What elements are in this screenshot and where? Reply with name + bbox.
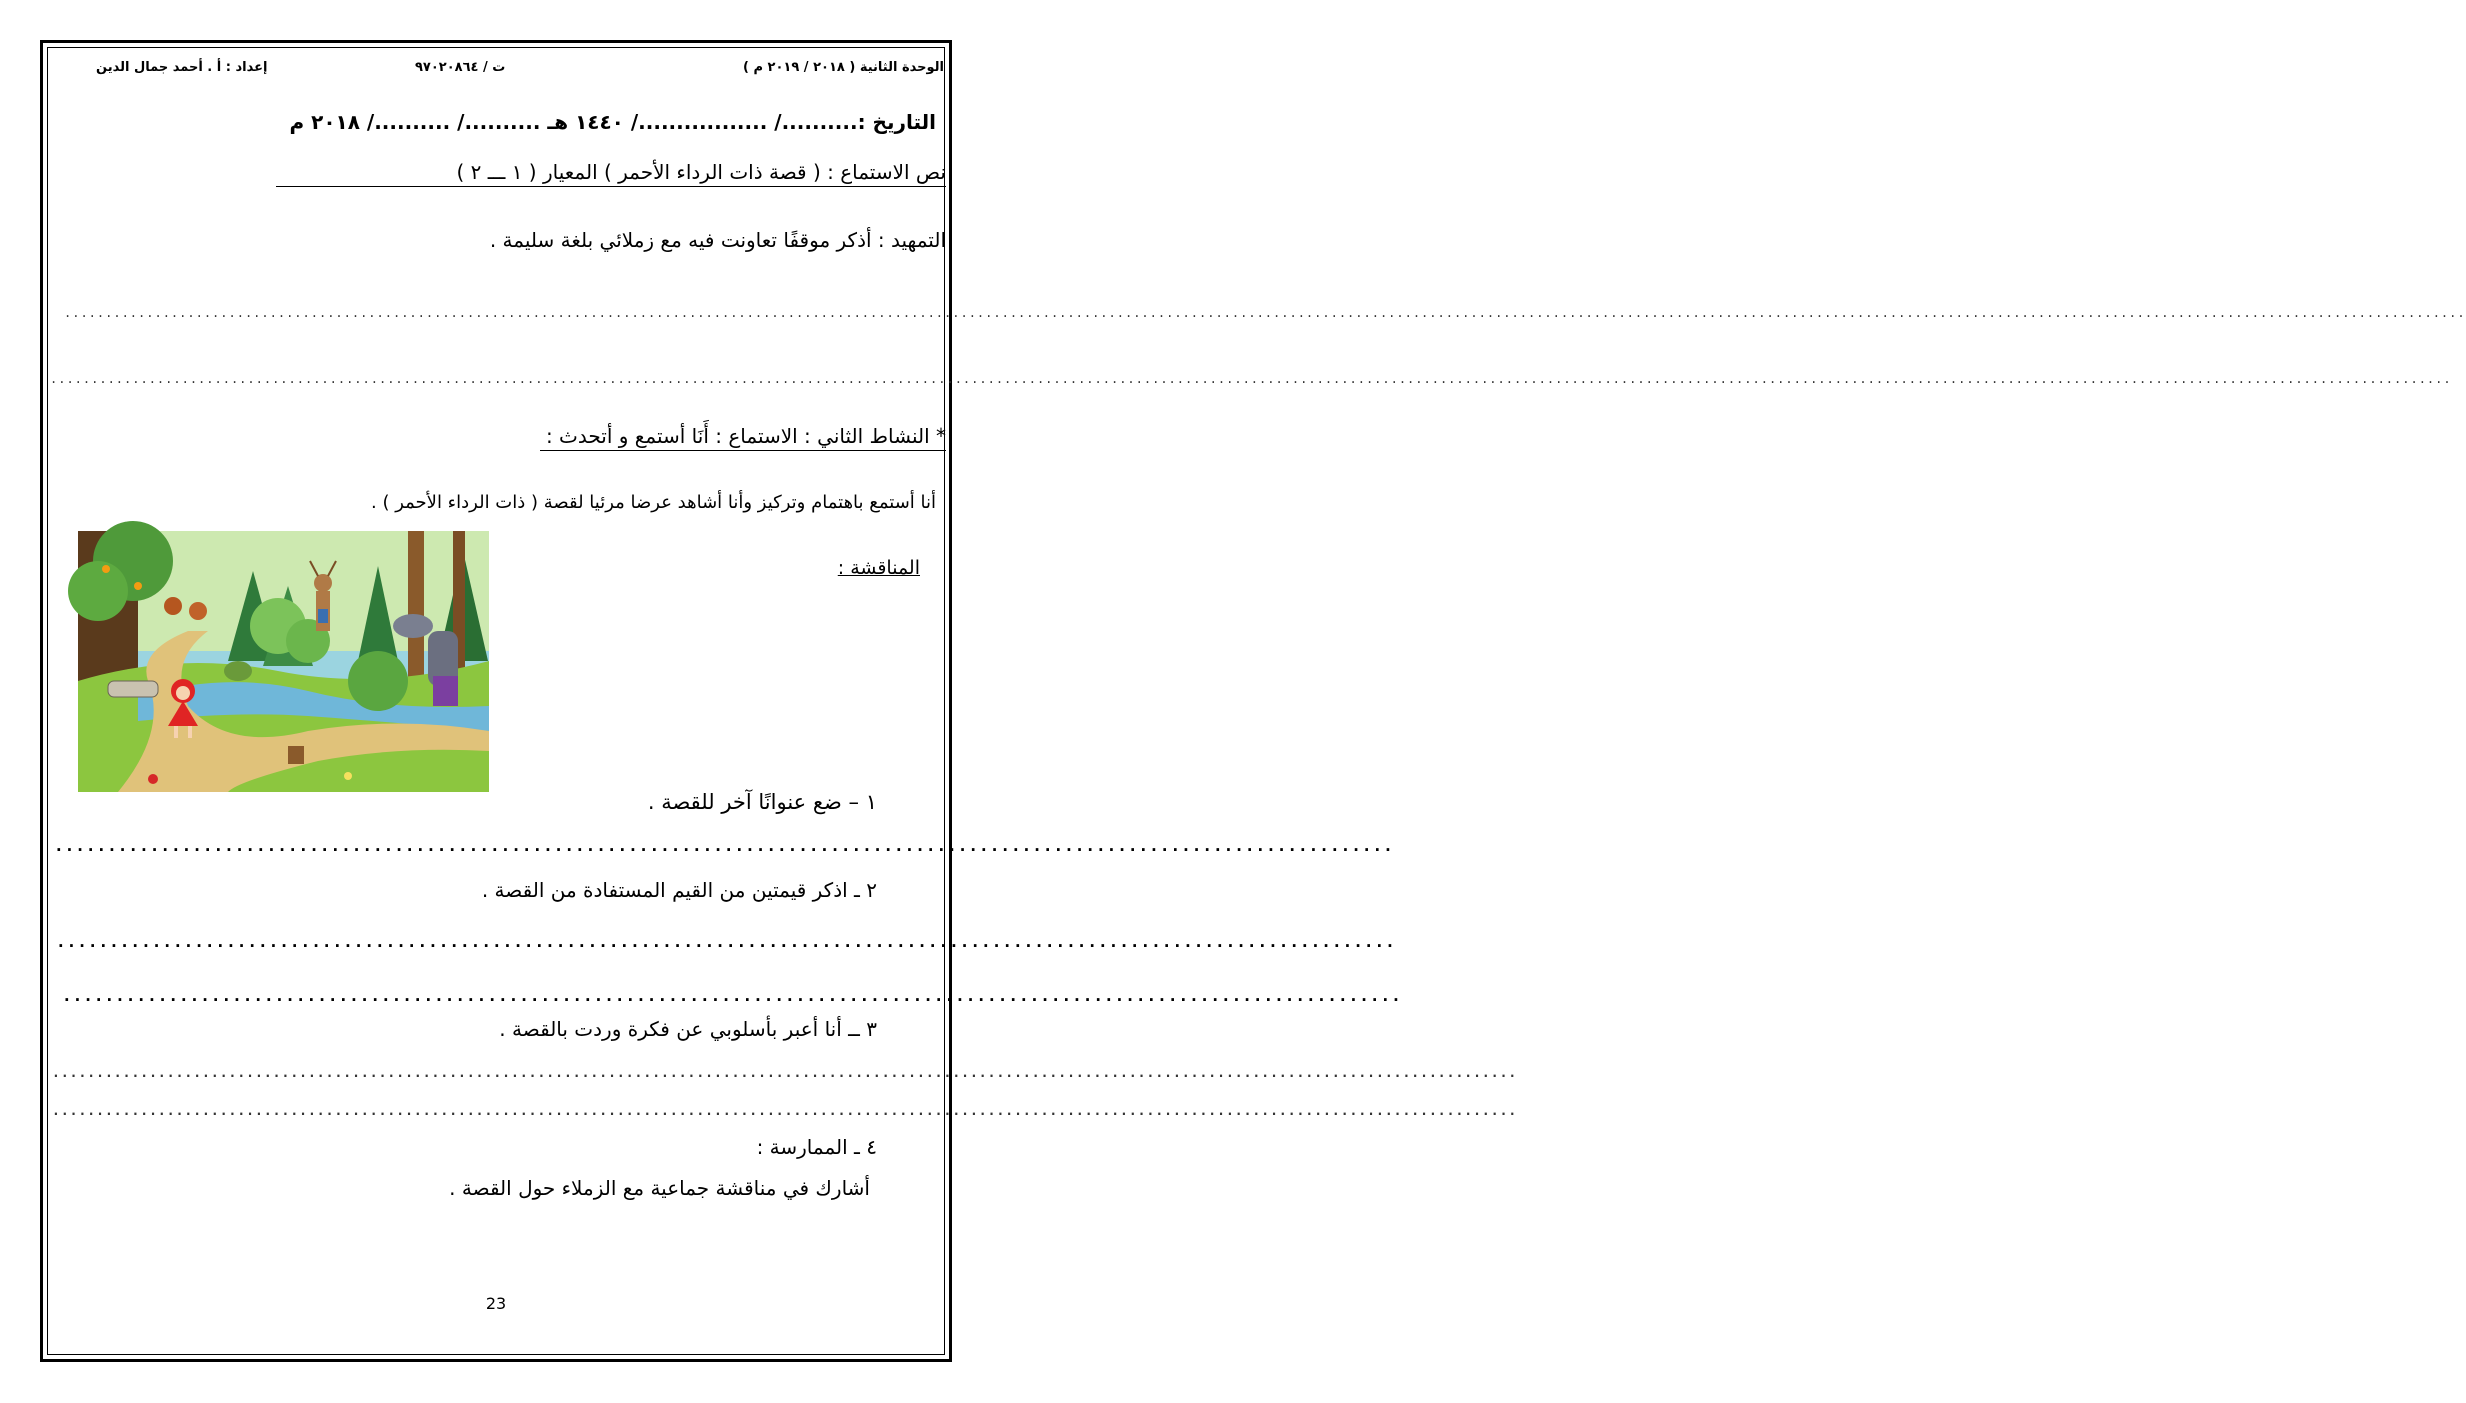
author-credit: إعداد : أ . أحمد جمال الدين <box>96 60 268 75</box>
answer-line[interactable]: .................................................................................................................................................................................................................................................................................................... <box>50 372 2452 386</box>
activity-title: * النشاط الثاني : الاستماع : أَنَا أستمع و أتحدث : <box>540 424 946 451</box>
answer-line[interactable]: .............................................................................................................................. <box>62 986 1402 1005</box>
intro-prompt: التمهيد : أذكر موقفًا تعاونت فيه مع زملائي بلغة سليمة . <box>489 228 946 252</box>
page-number: 23 <box>485 1294 507 1313</box>
unit-label: الوحدة الثانية ( ٢٠١٨ / ٢٠١٩ م ) <box>742 60 944 75</box>
question-1: ١ – ضع عنوانًا آخر للقصة . <box>647 790 877 814</box>
story-illustration <box>78 531 489 792</box>
answer-line[interactable]: ...................................................................................................................................................................... <box>52 1066 1518 1081</box>
answer-line[interactable]: .............................................................................................................................. <box>56 932 1396 951</box>
answer-line[interactable]: ...................................................................................................................................................................... <box>52 1104 1518 1119</box>
activity-instruction: أنا أستمع باهتمام وتركيز وأنا أشاهد عرضا مرئيا لقصة ( ذات الرداء الأحمر ) . <box>371 492 936 513</box>
discussion-label: المناقشة : <box>837 557 920 579</box>
listening-text-title: نص الاستماع : ( قصة ذات الرداء الأحمر ) المعيار ( ١ ـــ ٢ ) <box>276 160 946 187</box>
phone-number: ت / ٩٧٠٢٠٨٦٤ <box>415 60 506 75</box>
answer-line[interactable]: .................................................................................................................................................................................................................................................................................................... <box>64 306 2466 320</box>
question-4-text: أشارك في مناقشة جماعية مع الزملاء حول القصة . <box>449 1176 870 1200</box>
answer-line[interactable]: .............................................................................................................................. <box>54 836 1394 855</box>
question-4-title: ٤ ـ الممارسة : <box>756 1135 877 1159</box>
question-3: ٣ ــ أنا أعبر بأسلوبي عن فكرة وردت بالقصة . <box>499 1017 877 1041</box>
date-line: التاريخ :........../ ................./ ١٤٤٠ هـ ........../ ........../ ٢٠١٨ م <box>289 110 936 134</box>
question-2: ٢ ـ اذكر قيمتين من القيم المستفادة من القصة . <box>481 878 877 902</box>
